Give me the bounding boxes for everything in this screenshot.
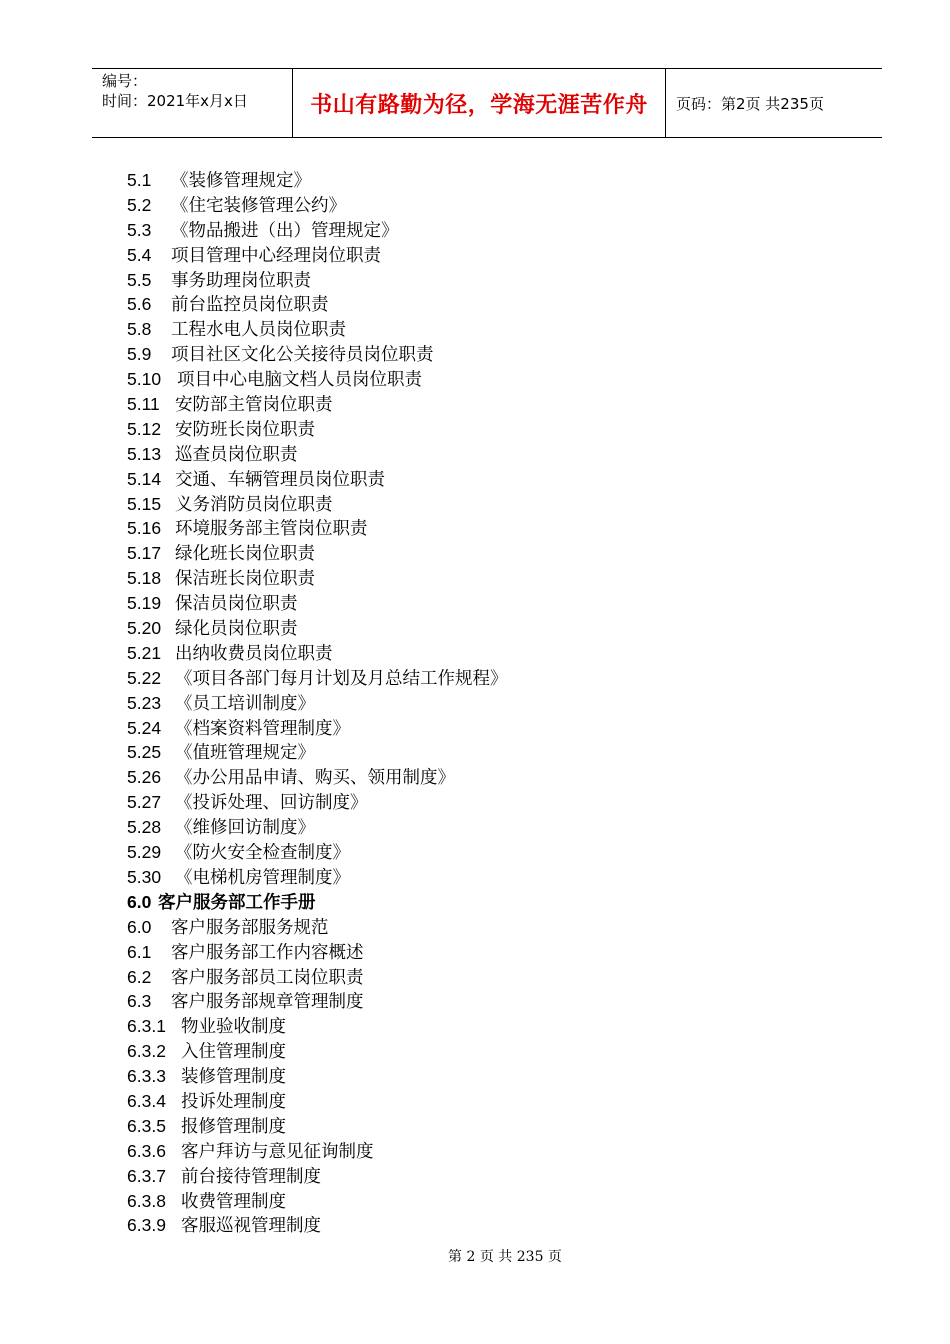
toc-entry bbox=[127, 666, 508, 691]
toc-entry bbox=[127, 268, 508, 293]
toc-entry-title: 保洁员岗位职责 bbox=[175, 594, 298, 615]
toc-entry-title: 报修管理制度 bbox=[181, 1116, 286, 1137]
toc-entry-title: 《项目各部门每月计划及月总结工作规程》 bbox=[175, 668, 508, 689]
toc-entry bbox=[127, 541, 508, 566]
toc-entry-number: 5.23 bbox=[127, 692, 162, 713]
toc-entry bbox=[127, 367, 508, 392]
toc-entry bbox=[127, 1114, 508, 1139]
toc-entry-number: 5.14 bbox=[127, 468, 162, 489]
toc-entry bbox=[127, 1014, 508, 1039]
toc-entry-title: 投诉处理制度 bbox=[181, 1091, 286, 1112]
toc-entry-number: 5.15 bbox=[127, 493, 162, 514]
toc-entry-number: 5.10 bbox=[127, 369, 162, 390]
toc-entry bbox=[127, 965, 508, 990]
toc-entry-title: 客服巡视管理制度 bbox=[181, 1216, 321, 1237]
table-of-contents bbox=[127, 168, 508, 1238]
toc-entry bbox=[127, 915, 508, 940]
toc-entry-number: 5.13 bbox=[127, 443, 162, 464]
toc-entry-number: 5.4 bbox=[127, 244, 152, 265]
toc-entry-title: 项目社区文化公关接待员岗位职责 bbox=[171, 345, 434, 366]
toc-entry-number: 5.1 bbox=[127, 170, 152, 190]
toc-entry-number: 6.3.2 bbox=[127, 1041, 166, 1062]
toc-entry-title: 客户服务部服务规范 bbox=[171, 917, 329, 938]
header-motto: 书山有路勤为径，学海无涯苦作舟 bbox=[293, 69, 666, 137]
toc-entry-number: 5.5 bbox=[127, 269, 152, 290]
toc-entry-title: 《防火安全检查制度》 bbox=[175, 843, 350, 864]
header-meta bbox=[92, 69, 293, 137]
toc-entry-number: 5.12 bbox=[127, 418, 162, 439]
toc-entry bbox=[127, 1139, 508, 1164]
toc-entry bbox=[127, 1039, 508, 1064]
toc-entry-title: 《投诉处理、回访制度》 bbox=[175, 793, 368, 814]
toc-entry-number: 5.11 bbox=[127, 394, 160, 415]
toc-entry-title: 《员工培训制度》 bbox=[175, 693, 315, 714]
toc-entry-title: 项目中心电脑文档人员岗位职责 bbox=[177, 370, 422, 391]
document-time: 时间：2021年x月x日 bbox=[102, 92, 248, 110]
toc-entry-number: 5.28 bbox=[127, 817, 162, 838]
toc-entry-title: 《装修管理规定》 bbox=[171, 171, 311, 191]
toc-entry-title: 交通、车辆管理员岗位职责 bbox=[175, 469, 385, 490]
toc-entry-number: 5.26 bbox=[127, 767, 162, 788]
toc-entry-number: 6.0 bbox=[127, 916, 152, 937]
toc-entry bbox=[127, 193, 508, 218]
toc-entry-title: 客户服务部规章管理制度 bbox=[171, 992, 364, 1013]
toc-entry-title: 巡查员岗位职责 bbox=[175, 444, 298, 465]
toc-entry-number: 6.0 bbox=[127, 891, 152, 912]
toc-entry-title: 《维修回访制度》 bbox=[175, 818, 315, 839]
toc-entry bbox=[127, 815, 508, 840]
header-page-info: 页码：第2页 共235页 bbox=[676, 94, 824, 113]
toc-entry-title: 《物品搬进（出）管理规定》 bbox=[171, 220, 399, 241]
toc-entry-number: 5.2 bbox=[127, 194, 152, 215]
toc-entry-title: 收费管理制度 bbox=[181, 1191, 286, 1212]
toc-entry-title: 客户拜访与意见征询制度 bbox=[181, 1141, 374, 1162]
toc-entry-title: 安防班长岗位职责 bbox=[175, 419, 315, 440]
toc-entry bbox=[127, 292, 508, 317]
toc-entry-title: 客户服务部员工岗位职责 bbox=[171, 967, 364, 988]
toc-entry-number: 6.3.7 bbox=[127, 1165, 166, 1186]
toc-entry-number: 5.9 bbox=[127, 344, 152, 365]
toc-entry-number: 5.30 bbox=[127, 866, 162, 887]
toc-entry bbox=[127, 1064, 508, 1089]
toc-entry-number: 5.16 bbox=[127, 518, 162, 539]
toc-entry-number: 5.25 bbox=[127, 742, 162, 763]
toc-entry-number: 6.3.1 bbox=[127, 1016, 166, 1037]
toc-entry-title: 入住管理制度 bbox=[181, 1042, 286, 1063]
toc-entry-number: 6.3.4 bbox=[127, 1090, 166, 1111]
toc-entry bbox=[127, 1189, 508, 1214]
toc-entry-number: 5.24 bbox=[127, 717, 162, 738]
document-number-label: 编号： bbox=[102, 72, 148, 90]
toc-entry-number: 5.19 bbox=[127, 593, 162, 614]
toc-entry-number: 6.2 bbox=[127, 966, 152, 987]
toc-entry bbox=[127, 989, 508, 1014]
toc-entry-title: 前台接待管理制度 bbox=[181, 1166, 321, 1187]
toc-entry-number: 5.3 bbox=[127, 219, 152, 240]
toc-entry-title: 义务消防员岗位职责 bbox=[175, 494, 333, 515]
toc-entry bbox=[127, 591, 508, 616]
toc-entry-number: 5.21 bbox=[127, 642, 162, 663]
toc-entry-number: 6.1 bbox=[127, 941, 152, 962]
toc-entry-title: 保洁班长岗位职责 bbox=[175, 569, 315, 590]
toc-entry-number: 6.3.6 bbox=[127, 1140, 166, 1161]
toc-entry bbox=[127, 740, 508, 765]
toc-entry bbox=[127, 716, 508, 741]
toc-entry-number: 5.8 bbox=[127, 319, 152, 340]
toc-entry-number: 6.3.8 bbox=[127, 1190, 166, 1211]
toc-entry bbox=[127, 566, 508, 591]
toc-entry bbox=[127, 765, 508, 790]
toc-entry-title: 《值班管理规定》 bbox=[175, 743, 315, 764]
toc-entry-title: 《办公用品申请、购买、领用制度》 bbox=[175, 768, 455, 789]
page-header bbox=[92, 68, 882, 138]
toc-entry-number: 6.3.3 bbox=[127, 1066, 166, 1087]
toc-entry bbox=[127, 392, 508, 417]
toc-entry bbox=[127, 492, 508, 517]
toc-entry bbox=[127, 243, 508, 268]
toc-entry-title: 前台监控员岗位职责 bbox=[171, 295, 329, 316]
toc-entry bbox=[127, 840, 508, 865]
toc-entry-number: 5.20 bbox=[127, 618, 162, 639]
toc-entry-title: 绿化班长岗位职责 bbox=[175, 544, 315, 565]
toc-entry bbox=[127, 865, 508, 890]
toc-entry-title: 项目管理中心经理岗位职责 bbox=[171, 245, 381, 266]
toc-entry-number: 6.3.9 bbox=[127, 1215, 166, 1236]
toc-entry-title: 《档案资料管理制度》 bbox=[175, 718, 350, 739]
toc-entry bbox=[127, 342, 508, 367]
toc-entry bbox=[127, 417, 508, 442]
toc-entry bbox=[127, 317, 508, 342]
toc-entry-number: 5.18 bbox=[127, 568, 162, 589]
toc-entry-title: 出纳收费员岗位职责 bbox=[175, 643, 333, 664]
toc-entry bbox=[127, 691, 508, 716]
toc-entry bbox=[127, 616, 508, 641]
toc-entry bbox=[127, 1164, 508, 1189]
toc-entry-number: 5.17 bbox=[127, 543, 162, 564]
toc-entry-number: 5.29 bbox=[127, 842, 162, 863]
toc-entry-title: 客户服务部工作手册 bbox=[158, 891, 316, 912]
toc-entry-title: 事务助理岗位职责 bbox=[171, 270, 311, 291]
toc-entry-title: 工程水电人员岗位职责 bbox=[171, 320, 346, 341]
toc-entry bbox=[127, 1213, 508, 1238]
toc-entry bbox=[127, 442, 508, 467]
toc-entry-title: 《电梯机房管理制度》 bbox=[175, 867, 350, 888]
toc-entry bbox=[127, 641, 508, 666]
toc-entry bbox=[127, 168, 508, 193]
toc-entry bbox=[127, 218, 508, 243]
toc-entry-title: 绿化员岗位职责 bbox=[175, 619, 298, 640]
page-footer: 第 2 页 共 235 页 bbox=[448, 1249, 562, 1265]
toc-entry-number: 6.3 bbox=[127, 991, 152, 1012]
toc-entry-title: 安防部主管岗位职责 bbox=[175, 395, 333, 416]
toc-entry-title: 物业验收制度 bbox=[181, 1017, 286, 1038]
toc-entry-number: 5.22 bbox=[127, 667, 162, 688]
toc-entry bbox=[127, 940, 508, 965]
toc-entry-number: 5.27 bbox=[127, 792, 162, 813]
toc-entry-title: 《住宅装修管理公约》 bbox=[171, 195, 346, 216]
toc-entry bbox=[127, 1089, 508, 1114]
toc-entry-number: 5.6 bbox=[127, 294, 152, 315]
toc-entry bbox=[127, 516, 508, 541]
toc-entry bbox=[127, 790, 508, 815]
toc-entry-title: 环境服务部主管岗位职责 bbox=[175, 519, 368, 540]
toc-entry-number: 6.3.5 bbox=[127, 1115, 166, 1136]
toc-section-heading bbox=[127, 890, 508, 915]
toc-entry-title: 装修管理制度 bbox=[181, 1067, 286, 1088]
toc-entry-title: 客户服务部工作内容概述 bbox=[171, 942, 364, 963]
toc-entry bbox=[127, 467, 508, 492]
